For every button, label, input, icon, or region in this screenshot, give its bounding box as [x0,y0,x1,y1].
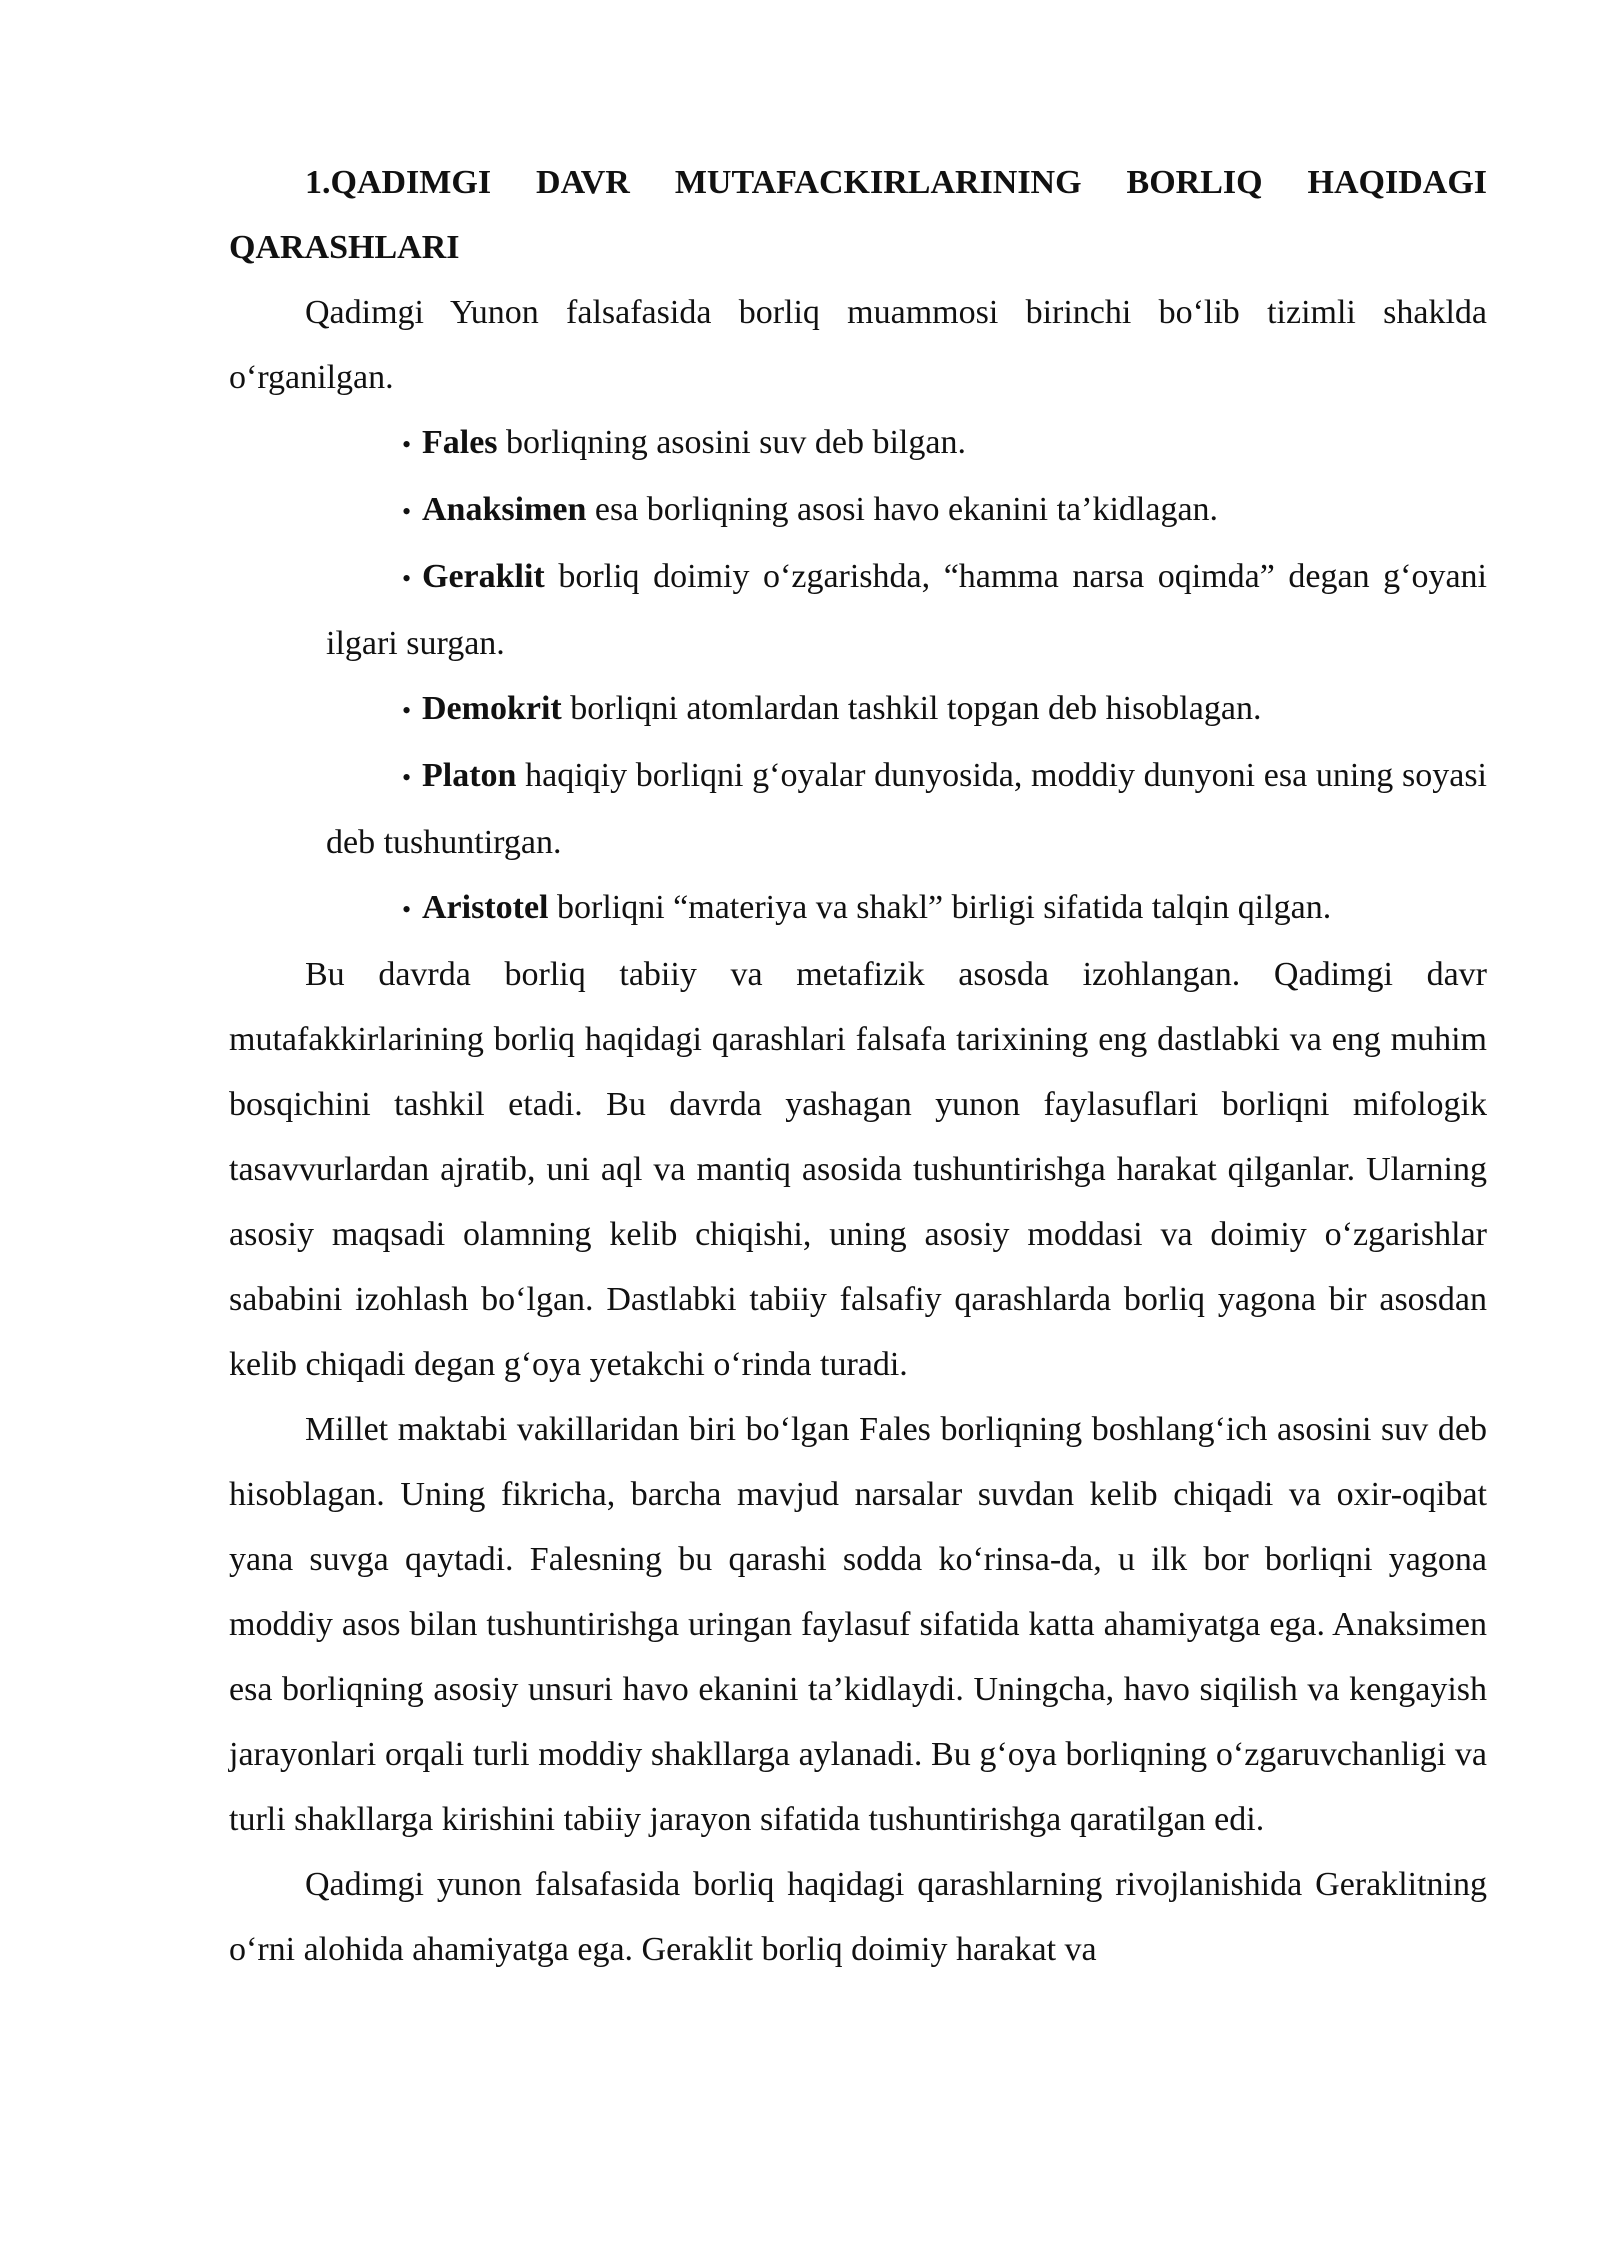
intro-paragraph: Qadimgi Yunon falsafasida borliq muammosi birinchi bo‘lib tizimli shaklda o‘rganilgan. [229,294,1487,396]
bullet-icon: • [402,696,412,725]
philosopher-name: Anaksimen [422,491,587,528]
philosopher-name: Platon [422,757,517,794]
list-item [326,410,1487,477]
list-item [326,743,1487,875]
list-item [326,676,1487,743]
list-item-text: borliqni atomlardan tashkil topgan deb hisoblagan. [561,690,1262,727]
philosopher-name: Demokrit [422,690,562,727]
section-heading: 1.QADIMGI DAVR MUTAFACKIRLARINING BORLIQ HAQIDAGI QARASHLARI [229,164,1487,266]
document-page [229,150,1487,1982]
list-item-text: haqiqiy borliqni g‘oyalar dunyosida, moddiy dunyoni esa uning soyasi deb tushuntirgan. [326,757,1487,861]
list-item-text: borliqni “materiya va shakl” birligi sifatida talqin qilgan. [548,889,1332,926]
list-item [326,875,1487,942]
list-item [326,544,1487,676]
bullet-icon: • [402,564,412,593]
philosopher-name: Fales [422,424,498,461]
list-item-text: esa borliqning asosi havo ekanini ta’kidlagan. [586,491,1219,528]
body-paragraph: Qadimgi yunon falsafasida borliq haqidagi qarashlarning rivojlanishida Geraklitning o‘rni alohida ahamiyatga ega. Geraklit borliq doimiy harakat va [229,1866,1487,1968]
bullet-icon: • [402,430,412,459]
philosopher-name: Geraklit [422,558,545,595]
bullet-icon: • [402,497,412,526]
list-item-text: borliq doimiy o‘zgarishda, “hamma narsa oqimda” degan g‘oyani ilgari surgan. [326,558,1487,662]
bullet-icon: • [402,895,412,924]
list-item [326,477,1487,544]
philosopher-name: Aristotel [422,889,549,926]
body-paragraph: Millet maktabi vakillaridan biri bo‘lgan Fales borliqning boshlang‘ich asosini suv deb hisoblagan. Uning fikricha, barcha mavjud narsalar suvdan kelib chiqadi va oxir-oqibat yana suvga qaytadi. Falesning bu qarashi sodda ko‘rinsa-da, u ilk bor borliqni yagona moddiy asos bilan tushuntirishga uringan faylasuf sifatida katta ahamiyatga ega. Anaksimen esa borliqning asosiy unsuri havo ekanini ta’kidlaydi. Uningcha, havo siqilish va kengayish jarayonlari orqali turli moddiy shakllarga aylanadi. Bu g‘oya borliqning o‘zgaruvchanligi va turli shakllarga kirishini tabiiy jarayon sifatida tushuntirishga qaratilgan edi. [229,1411,1487,1838]
body-paragraph: Bu davrda borliq tabiiy va metafizik asosda izohlangan. Qadimgi davr mutafakkirlarining borliq haqidagi qarashlari falsafa tarixining eng dastlabki va eng muhim bosqichini tashkil etadi. Bu davrda yashagan yunon faylasuflari borliqni mifologik tasavvurlardan ajratib, uni aql va mantiq asosida tushuntirishga harakat qilganlar. Ularning asosiy maqsadi olamning kelib chiqishi, uning asosiy moddasi va doimiy o‘zgarishlar sababini izohlash bo‘lgan. Dastlabki tabiiy falsafiy qarashlarda borliq yagona bir asosdan kelib chiqadi degan g‘oya yetakchi o‘rinda turadi. [229,956,1487,1383]
philosophers-list [229,410,1487,942]
list-item-text: borliqning asosini suv deb bilgan. [497,424,966,461]
bullet-icon: • [402,763,412,792]
